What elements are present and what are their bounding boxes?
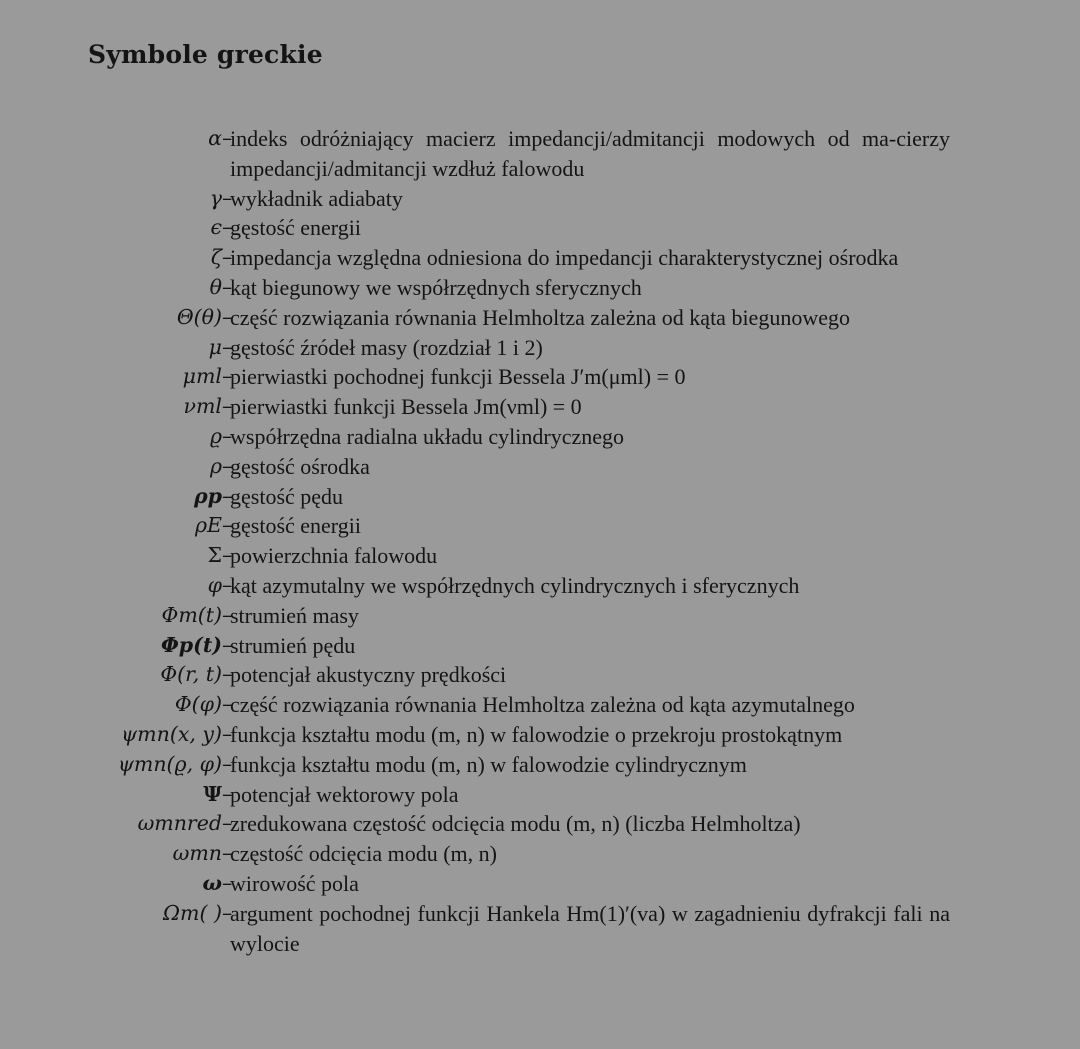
entry-symbol: νml — [183, 394, 222, 419]
entry-dash: – — [222, 632, 233, 657]
entry-dash: – — [222, 572, 233, 597]
entry-dash: – — [222, 334, 233, 359]
entry-description: gęstość pędu — [230, 483, 344, 509]
glossary-entry — [0, 273, 1080, 303]
entry-dash: – — [222, 662, 233, 687]
glossary-entry — [0, 392, 1080, 422]
entry-symbol: ϵ — [210, 215, 222, 240]
entry-description: indeks odróżniający macierz impedancji/admitancji modowych od ma-cierzy impedancji/admitancji wzdłuż falowodu — [230, 126, 950, 181]
entry-symbol: μ — [208, 334, 222, 359]
entry-symbol: Φ(r, t) — [160, 662, 222, 687]
entry-symbol: γ — [209, 185, 222, 210]
entry-description: część rozwiązania równania Helmholtza zależna od kąta azymutalnego — [230, 692, 855, 718]
entry-symbol: Φm(t) — [161, 602, 222, 627]
entry-description: kąt biegunowy we współrzędnych sferycznych — [230, 274, 642, 300]
entry-dash: – — [222, 870, 233, 895]
entry-description: argument pochodnej funkcji Hankela Hm(1)′(va) w zagadnieniu dyfrakcji fali na wylocie — [230, 900, 950, 956]
entry-description: współrzędna radialna układu cylindrycznego — [230, 423, 625, 449]
entry-description: potencjał akustyczny prędkości — [230, 662, 507, 688]
glossary-entry — [0, 333, 1080, 363]
entry-dash: – — [222, 781, 233, 806]
entry-symbol: ϱ — [209, 423, 222, 448]
entry-description: zredukowana częstość odcięcia modu (m, n) (liczba Helmholtza) — [230, 811, 801, 837]
entry-symbol: ψmn(ϱ, φ) — [117, 751, 222, 776]
glossary-entry — [0, 213, 1080, 243]
glossary-entry — [0, 750, 1080, 780]
entry-dash: – — [222, 245, 233, 270]
glossary-entry — [0, 362, 1080, 392]
entry-dash: – — [222, 900, 233, 925]
entry-symbol: θ — [209, 274, 222, 299]
entry-dash: – — [222, 721, 233, 746]
glossary-entry — [0, 541, 1080, 571]
entry-dash: – — [222, 126, 233, 150]
entry-symbol: Ωm( ) — [163, 900, 222, 925]
entry-symbol: Ψ — [203, 781, 222, 806]
entry-dash: – — [222, 811, 233, 836]
entry-dash: – — [222, 274, 233, 299]
glossary-entry — [0, 303, 1080, 333]
glossary-entry — [0, 184, 1080, 214]
entry-symbol: Φ(φ) — [174, 692, 222, 717]
glossary-entry — [0, 511, 1080, 541]
entry-dash: – — [222, 841, 233, 866]
entry-description: strumień masy — [230, 602, 359, 628]
entry-description: część rozwiązania równania Helmholtza zależna od kąta biegunowego — [230, 304, 850, 330]
entry-dash: – — [222, 423, 233, 448]
glossary-entry — [0, 482, 1080, 512]
glossary-entry — [0, 660, 1080, 690]
entry-description: pierwiastki pochodnej funkcji Bessela J′m(μml) = 0 — [230, 364, 686, 390]
entry-symbol: ρ — [209, 453, 222, 478]
entry-symbol: Φp(t) — [160, 632, 222, 657]
entry-description: gęstość energii — [230, 513, 361, 539]
entry-description: kąt azymutalny we współrzędnych cylindrycznych i sferycznych — [230, 572, 800, 598]
greek-symbols-list — [0, 124, 1080, 958]
entry-dash: – — [222, 215, 233, 240]
entry-symbol: ωmnred — [137, 811, 222, 836]
glossary-entry — [0, 124, 1080, 184]
entry-description: gęstość źródeł masy (rozdział 1 i 2) — [230, 334, 543, 360]
entry-description: gęstość energii — [230, 215, 361, 241]
entry-symbol: Θ(θ) — [176, 304, 222, 329]
glossary-entry — [0, 780, 1080, 810]
entry-description: potencjał wektorowy pola — [230, 781, 459, 807]
entry-dash: – — [222, 394, 233, 419]
entry-description: strumień pędu — [230, 632, 356, 658]
entry-symbol: μml — [182, 364, 222, 389]
entry-symbol: ζ — [210, 245, 222, 270]
entry-dash: – — [222, 513, 233, 538]
entry-description: pierwiastki funkcji Bessela Jm(νml) = 0 — [230, 394, 582, 420]
entry-symbol: Σ — [207, 543, 222, 568]
entry-symbol: ρE — [194, 513, 222, 538]
entry-dash: – — [222, 483, 233, 508]
glossary-entry — [0, 690, 1080, 720]
entry-description: powierzchnia falowodu — [230, 543, 438, 569]
entry-symbol: ψmn(x, y) — [121, 721, 222, 746]
glossary-entry — [0, 601, 1080, 631]
entry-symbol: α — [208, 126, 222, 150]
entry-symbol: ρp — [194, 483, 222, 508]
entry-description: wykładnik adiabaty — [230, 185, 403, 211]
entry-description: impedancja względna odniesiona do impedancji charakterystycznej ośrodka — [230, 245, 899, 271]
glossary-entry — [0, 422, 1080, 452]
entry-dash: – — [222, 304, 233, 329]
glossary-entry — [0, 720, 1080, 750]
entry-description: wirowość pola — [230, 870, 359, 896]
entry-dash: – — [222, 543, 233, 568]
entry-dash: – — [222, 185, 233, 210]
glossary-entry — [0, 809, 1080, 839]
glossary-entry — [0, 571, 1080, 601]
entry-dash: – — [222, 602, 233, 627]
glossary-entry — [0, 243, 1080, 273]
glossary-entry — [0, 839, 1080, 869]
entry-description: funkcja kształtu modu (m, n) w falowodzie o przekroju prostokątnym — [230, 721, 843, 747]
entry-symbol: ω — [202, 870, 222, 895]
entry-dash: – — [222, 453, 233, 478]
entry-dash: – — [222, 751, 233, 776]
entry-description: gęstość ośrodka — [230, 453, 370, 479]
glossary-entry — [0, 452, 1080, 482]
glossary-entry — [0, 899, 1080, 959]
entry-symbol: ωmn — [172, 841, 222, 866]
glossary-entry — [0, 631, 1080, 661]
entry-description: funkcja kształtu modu (m, n) w falowodzie cylindrycznym — [230, 751, 747, 777]
entry-symbol: φ — [207, 572, 222, 597]
section-heading: Symbole greckie — [88, 40, 323, 69]
entry-dash: – — [222, 692, 233, 717]
entry-description: częstość odcięcia modu (m, n) — [230, 841, 497, 867]
glossary-entry — [0, 869, 1080, 899]
entry-dash: – — [222, 364, 233, 389]
